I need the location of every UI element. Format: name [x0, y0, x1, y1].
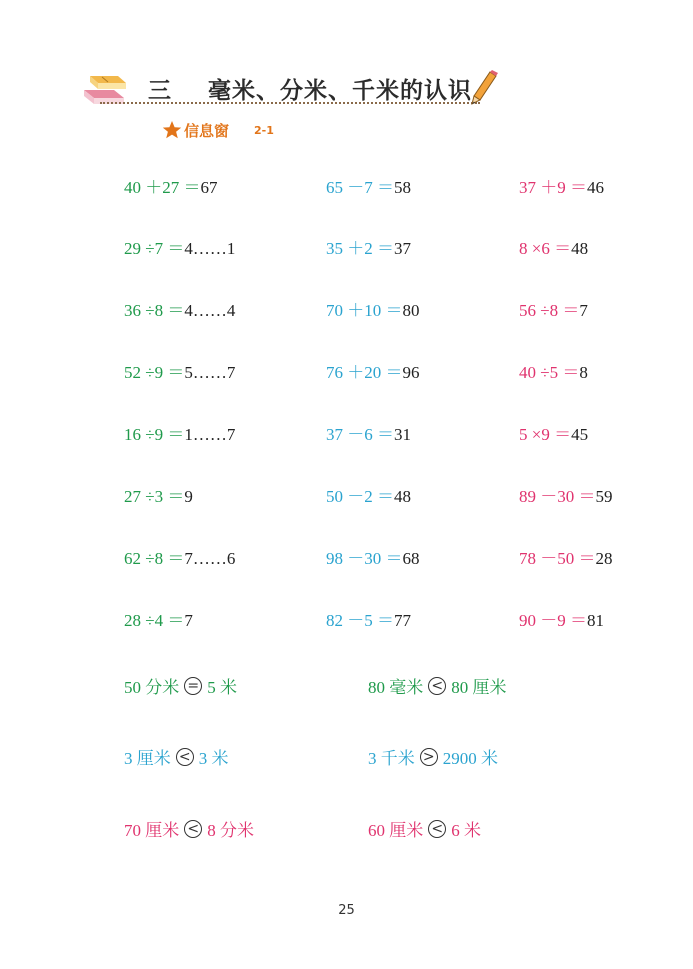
info-window-code: 2-1 — [254, 124, 274, 137]
comparison-symbol: < — [176, 748, 194, 766]
comparison-symbol: > — [420, 748, 438, 766]
equation: 27 ÷3 ＝9 — [124, 487, 193, 506]
equation: 50 －2 ＝48 — [326, 487, 411, 506]
equation: 82 －5 ＝77 — [326, 611, 411, 630]
equation: 35 ＋2 ＝37 — [326, 239, 411, 258]
equation: 56 ÷8 ＝7 — [519, 301, 588, 320]
equation: 5 ×9 ＝45 — [519, 425, 589, 444]
comparison-symbol: = — [184, 677, 202, 695]
comparison-symbol: < — [428, 820, 446, 838]
comparison: 70 厘米 < 8 分米 — [124, 820, 254, 840]
chapter-title: 毫米、分米、千米的认识 — [208, 78, 472, 104]
equation: 29 ÷7 ＝4……1 — [124, 239, 236, 258]
equation: 40 ÷5 ＝8 — [519, 363, 588, 382]
comparison: 60 厘米 < 6 米 — [368, 820, 481, 840]
equation: 28 ÷4 ＝7 — [124, 611, 193, 630]
equation: 37 ＋9 ＝46 — [519, 178, 604, 197]
equation: 65 －7 ＝58 — [326, 178, 411, 197]
comparison: 80 毫米 < 80 厘米 — [368, 677, 507, 697]
equation: 40 ＋27 ＝67 — [124, 178, 218, 197]
comparison: 3 厘米 < 3 米 — [124, 748, 229, 768]
comparison: 3 千米 > 2900 米 — [368, 748, 498, 768]
equation: 62 ÷8 ＝7……6 — [124, 549, 236, 568]
chapter-header — [80, 64, 500, 114]
equation: 8 ×6 ＝48 — [519, 239, 589, 258]
pencil-icon — [468, 70, 498, 106]
header-divider — [100, 102, 480, 104]
equation: 37 －6 ＝31 — [326, 425, 411, 444]
info-window-title: 信息窗 — [184, 122, 230, 140]
equation: 90 －9 ＝81 — [519, 611, 604, 630]
comparison-symbol: < — [428, 677, 446, 695]
equation: 16 ÷9 ＝1……7 — [124, 425, 236, 444]
equation: 89 －30 ＝59 — [519, 487, 613, 506]
equation: 76 ＋20 ＝96 — [326, 363, 420, 382]
comparison: 50 分米 = 5 米 — [124, 677, 237, 697]
equation: 70 ＋10 ＝80 — [326, 301, 420, 320]
equation: 98 －30 ＝68 — [326, 549, 420, 568]
page-number: 25 — [338, 903, 355, 918]
star-icon — [162, 120, 182, 140]
comparison-symbol: < — [184, 820, 202, 838]
chapter-number: 三 — [148, 78, 171, 104]
equation: 52 ÷9 ＝5……7 — [124, 363, 236, 382]
equation: 36 ÷8 ＝4……4 — [124, 301, 236, 320]
equation: 78 －50 ＝28 — [519, 549, 613, 568]
